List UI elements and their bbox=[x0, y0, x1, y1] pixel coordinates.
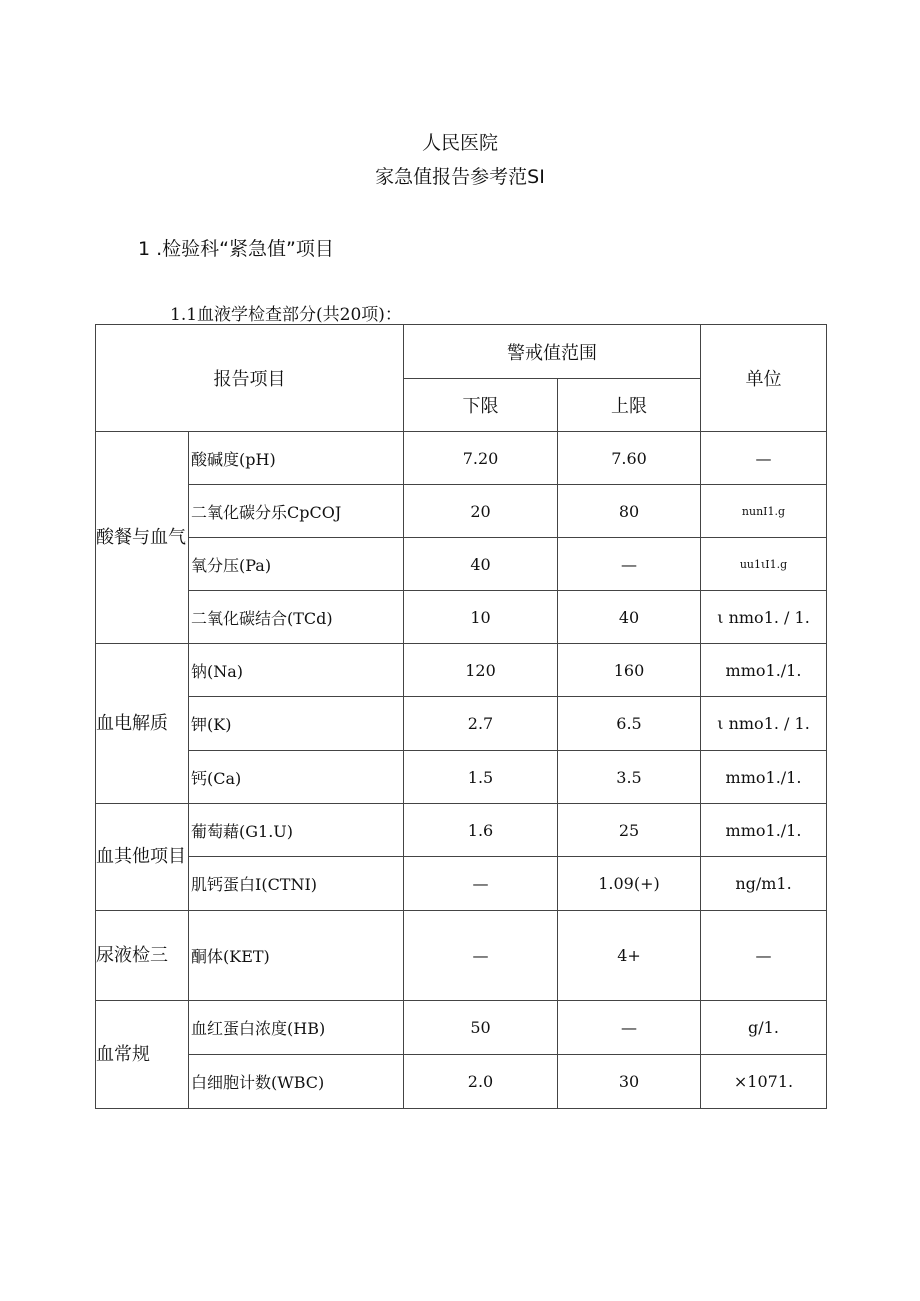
row-item: 血红蛋白浓度(HB) bbox=[189, 1001, 404, 1055]
row-item: 氧分压(Pa) bbox=[189, 538, 404, 591]
row-item: 葡萄藉(G1.U) bbox=[189, 804, 404, 857]
row-unit: nunI1.g bbox=[701, 485, 827, 538]
table-row bbox=[96, 751, 827, 804]
row-lower: 7.20 bbox=[404, 432, 558, 485]
row-upper: 80 bbox=[558, 485, 701, 538]
row-lower: 40 bbox=[404, 538, 558, 591]
row-unit: — bbox=[701, 432, 827, 485]
row-lower: 50 bbox=[404, 1001, 558, 1055]
header-alert-range: 警戒值范围 bbox=[404, 325, 701, 379]
table-row bbox=[96, 697, 827, 751]
row-unit: mmo1./1. bbox=[701, 804, 827, 857]
row-unit: ι nmo1. / 1. bbox=[701, 697, 827, 751]
row-lower: 120 bbox=[404, 644, 558, 697]
row-item: 钠(Na) bbox=[189, 644, 404, 697]
row-item: 酮体(KET) bbox=[189, 911, 404, 1001]
row-item: 钙(Ca) bbox=[189, 751, 404, 804]
group-label-electrolytes: 血电解质 bbox=[96, 644, 189, 804]
group-label-blood-gas: 酸餐与血气 bbox=[96, 432, 189, 644]
table-row bbox=[96, 1055, 827, 1109]
row-upper: 30 bbox=[558, 1055, 701, 1109]
table-row bbox=[96, 591, 827, 644]
row-upper: 3.5 bbox=[558, 751, 701, 804]
group-label-cbc: 血常规 bbox=[96, 1001, 189, 1109]
table-row bbox=[96, 911, 827, 1001]
row-lower: 1.6 bbox=[404, 804, 558, 857]
table-row bbox=[96, 538, 827, 591]
table-row bbox=[96, 1001, 827, 1055]
group-label-urinalysis: 尿液检三 bbox=[96, 911, 189, 1001]
table-row bbox=[96, 804, 827, 857]
row-unit: uu1ιI1.g bbox=[701, 538, 827, 591]
row-upper: 40 bbox=[558, 591, 701, 644]
row-upper: 160 bbox=[558, 644, 701, 697]
row-lower: 2.7 bbox=[404, 697, 558, 751]
row-unit: — bbox=[701, 911, 827, 1001]
row-upper: 7.60 bbox=[558, 432, 701, 485]
row-item: 二氧化碳分乐CpCOJ bbox=[189, 485, 404, 538]
row-upper: 25 bbox=[558, 804, 701, 857]
document-title: 家急值报告参考范SI bbox=[375, 166, 545, 188]
row-item: 钾(K) bbox=[189, 697, 404, 751]
row-unit: mmo1./1. bbox=[701, 644, 827, 697]
table-row bbox=[96, 644, 827, 697]
row-unit: mmo1./1. bbox=[701, 751, 827, 804]
header-upper-limit: 上限 bbox=[558, 379, 701, 432]
row-lower: 20 bbox=[404, 485, 558, 538]
row-unit: g/1. bbox=[701, 1001, 827, 1055]
row-item: 白细胞计数(WBC) bbox=[189, 1055, 404, 1109]
row-lower: — bbox=[404, 857, 558, 911]
row-upper: — bbox=[558, 1001, 701, 1055]
row-lower: 1.5 bbox=[404, 751, 558, 804]
row-lower: 2.0 bbox=[404, 1055, 558, 1109]
row-unit: ng/m1. bbox=[701, 857, 827, 911]
row-item: 肌钙蛋白I(CTNI) bbox=[189, 857, 404, 911]
row-lower: 10 bbox=[404, 591, 558, 644]
row-unit: ×1071. bbox=[701, 1055, 827, 1109]
table-row bbox=[96, 857, 827, 911]
row-item: 二氧化碳结合(TCd) bbox=[189, 591, 404, 644]
hospital-name: 人民医院 bbox=[421, 132, 498, 154]
row-unit: ι nmo1. / 1. bbox=[701, 591, 827, 644]
subsection-heading: 1.1血液学检查部分(共20项)： bbox=[170, 305, 402, 325]
row-upper: 4+ bbox=[558, 911, 701, 1001]
row-lower: — bbox=[404, 911, 558, 1001]
header-unit: 单位 bbox=[701, 325, 827, 432]
row-upper: 1.09(+) bbox=[558, 857, 701, 911]
header-lower-limit: 下限 bbox=[404, 379, 558, 432]
row-upper: 6.5 bbox=[558, 697, 701, 751]
table-row bbox=[96, 432, 827, 485]
group-label-other-blood: 血其他项目 bbox=[96, 804, 189, 911]
section-heading: 1 .检验科“紧急值”项目 bbox=[138, 238, 334, 260]
header-report-item: 报告项目 bbox=[96, 325, 404, 432]
critical-values-table bbox=[95, 324, 827, 1109]
row-upper: — bbox=[558, 538, 701, 591]
row-item: 酸碱度(pH) bbox=[189, 432, 404, 485]
table-row bbox=[96, 485, 827, 538]
